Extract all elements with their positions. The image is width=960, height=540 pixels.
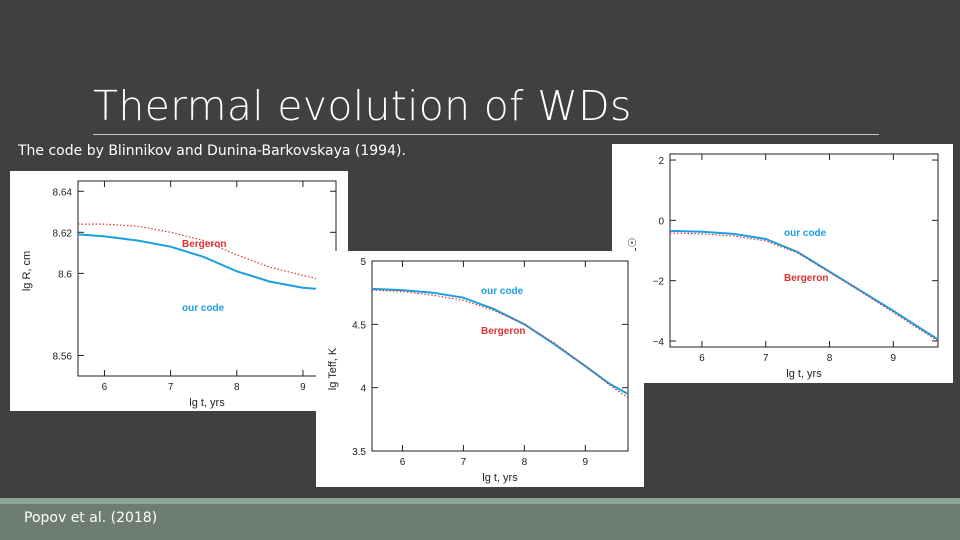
luminosity-chart <box>612 144 953 383</box>
x-tick-label: 6 <box>399 457 406 468</box>
radius-chart-panel <box>10 171 348 411</box>
plot-frame <box>78 181 336 376</box>
annotation-bergeron: Bergeron <box>784 273 829 284</box>
x-tick-label: 7 <box>167 382 174 393</box>
annotation-bergeron: Bergeron <box>481 326 526 337</box>
series-line-bergeron <box>670 233 938 341</box>
x-tick-label: 7 <box>762 353 769 364</box>
footer-accent-strip <box>0 498 960 504</box>
x-tick-label: 6 <box>699 353 705 364</box>
x-tick-label: 9 <box>582 457 589 468</box>
y-tick-label: −2 <box>652 276 664 288</box>
y-tick-label: 8.6 <box>58 269 72 281</box>
teff-chart-panel <box>316 251 644 487</box>
x-axis-label: lg t, yrs <box>482 472 518 484</box>
y-tick-label: 8.62 <box>52 228 72 240</box>
series-line-our-code <box>372 289 628 394</box>
slide-subtitle: The code by Blinnikov and Dunina-Barkovskaya (1994). <box>18 143 406 159</box>
x-axis-label: lg t, yrs <box>189 397 225 409</box>
slide-title: Thermal evolution of WDs <box>93 82 632 130</box>
y-tick-label: 8.56 <box>52 351 72 363</box>
x-tick-label: 7 <box>460 457 467 468</box>
y-tick-label: 4.5 <box>352 320 366 332</box>
annotation-our-code: our code <box>182 303 225 314</box>
x-tick-label: 9 <box>300 382 306 393</box>
plot-frame <box>670 154 938 347</box>
series-line-bergeron <box>372 290 628 398</box>
y-tick-label: 2 <box>658 156 664 168</box>
radius-chart <box>10 171 348 411</box>
y-tick-label: 4 <box>360 383 366 395</box>
luminosity-chart-panel <box>612 144 953 383</box>
annotation-our-code: our code <box>481 286 524 297</box>
x-tick-label: 8 <box>233 382 240 393</box>
teff-chart <box>316 251 644 487</box>
annotation-our-code: our code <box>784 228 827 239</box>
footer-citation: Popov et al. (2018) <box>24 510 158 526</box>
y-tick-label: −4 <box>652 336 664 348</box>
x-tick-label: 8 <box>521 457 528 468</box>
y-tick-label: 0 <box>658 216 664 228</box>
y-tick-label: 3.5 <box>352 447 366 458</box>
series-line-bergeron <box>78 224 329 282</box>
title-underline <box>93 134 879 135</box>
y-tick-label: 5 <box>360 257 366 268</box>
y-axis-label: lg R, cm <box>21 250 33 292</box>
x-tick-label: 9 <box>890 353 897 364</box>
x-tick-label: 8 <box>826 353 833 364</box>
x-axis-label: lg t, yrs <box>786 368 822 380</box>
series-line-our-code <box>670 231 938 340</box>
y-tick-label: 8.64 <box>52 187 72 199</box>
y-axis-label: lg Teff, K <box>327 347 339 391</box>
annotation-bergeron: Bergeron <box>182 239 227 250</box>
x-tick-label: 6 <box>101 382 108 393</box>
